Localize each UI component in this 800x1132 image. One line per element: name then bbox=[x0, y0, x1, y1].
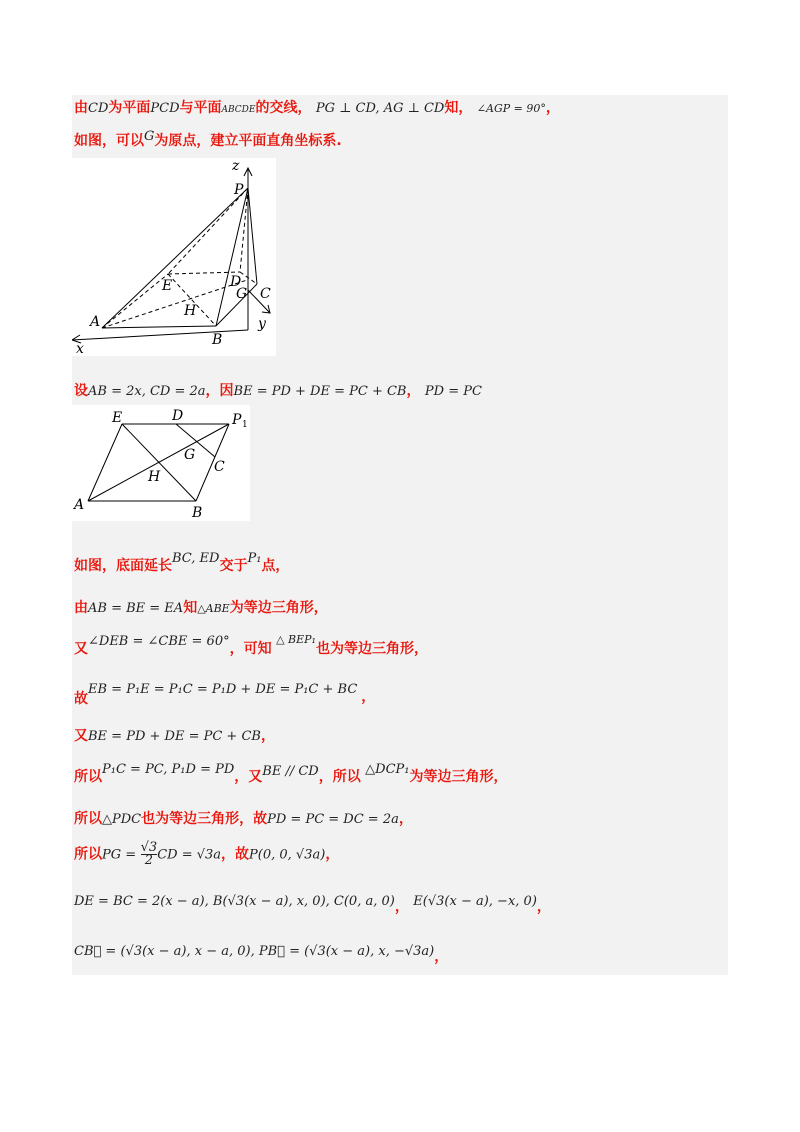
text: ，可知 bbox=[229, 641, 272, 657]
text: ， bbox=[361, 689, 376, 705]
math: P₁ bbox=[247, 551, 262, 566]
text: 交于 bbox=[219, 558, 248, 574]
text: ， bbox=[394, 899, 409, 915]
text: ， bbox=[536, 899, 551, 915]
math: PCD bbox=[150, 101, 180, 116]
text: 故 bbox=[74, 691, 88, 707]
denominator: 2 bbox=[144, 853, 154, 868]
math: PG ⊥ CD, AG ⊥ CD bbox=[315, 101, 445, 116]
text: 如图，底面延长 bbox=[74, 558, 172, 574]
base-figure bbox=[72, 405, 250, 521]
math: EB = P₁E = P₁C = P₁D + DE = P₁C + BC bbox=[88, 682, 358, 697]
label-x: x bbox=[76, 341, 84, 356]
text-line-13 bbox=[74, 940, 449, 965]
text: 又 bbox=[74, 728, 88, 744]
math: AB = BE = EA bbox=[88, 601, 184, 616]
text-line-7 bbox=[74, 678, 376, 705]
text: 点， bbox=[261, 558, 290, 574]
text: 也为等边三角形，故 bbox=[141, 811, 268, 827]
math: PD = PC bbox=[424, 384, 482, 399]
base-diagram bbox=[72, 405, 250, 521]
label-C: C bbox=[260, 286, 271, 302]
math: PG = bbox=[102, 847, 137, 863]
text: 所以 bbox=[74, 769, 102, 785]
text: 为等边三角形， bbox=[409, 769, 508, 785]
edge-PB bbox=[216, 188, 248, 326]
edge-PC bbox=[248, 188, 257, 284]
text-line-6 bbox=[74, 633, 428, 658]
text: 知 bbox=[183, 600, 198, 616]
fraction bbox=[141, 842, 158, 867]
label-E: E bbox=[162, 278, 173, 294]
pyramid-diagram bbox=[72, 158, 276, 356]
text: 为等边三角形， bbox=[229, 600, 328, 616]
edge-AB bbox=[102, 326, 216, 328]
text: 为原点，建立平面直角坐标系. bbox=[154, 133, 342, 149]
pyramid-figure bbox=[72, 158, 276, 356]
label-E: E bbox=[112, 410, 123, 426]
math: BE = PD + DE = PC + CB bbox=[233, 384, 407, 399]
text: ， bbox=[434, 949, 449, 965]
math: BE = PD + DE = PC + CB bbox=[88, 729, 261, 744]
segment-EA bbox=[88, 424, 122, 501]
text-line-2 bbox=[74, 130, 342, 150]
text: 为平面 bbox=[108, 100, 151, 116]
text-line-10 bbox=[74, 808, 413, 828]
math: E(√3(x − a), −x, 0) bbox=[413, 894, 537, 909]
text: 由 bbox=[74, 600, 88, 616]
label-P: P bbox=[234, 182, 244, 198]
math: G bbox=[144, 129, 155, 144]
math: ∠DEB = ∠CBE = 60° bbox=[88, 634, 230, 649]
segment-AP1 bbox=[88, 424, 229, 501]
text: 又 bbox=[74, 641, 88, 657]
text: ， bbox=[325, 846, 340, 863]
math: P₁C = PC, P₁D = PD bbox=[102, 762, 235, 777]
text: ，故 bbox=[221, 846, 250, 863]
text: 如图，可以 bbox=[74, 133, 144, 149]
text-line-12 bbox=[74, 890, 551, 915]
label-G: G bbox=[184, 447, 196, 463]
math: DE = BC = 2(x − a), B(√3(x − a), x, 0), C(0, a, 0) bbox=[74, 894, 395, 909]
label-B: B bbox=[212, 332, 223, 348]
text-line-8 bbox=[74, 725, 275, 745]
math: BE // CD bbox=[262, 764, 319, 779]
text-line-4 bbox=[74, 551, 290, 575]
math: P(0, 0, √3a) bbox=[249, 847, 326, 863]
text: 所以 bbox=[74, 811, 102, 827]
math: △ BEP₁ bbox=[276, 633, 316, 646]
numerator: √3 bbox=[140, 840, 158, 855]
text: 也为等边三角形， bbox=[315, 641, 428, 657]
math: ABCDE bbox=[221, 105, 256, 115]
text: 知， bbox=[444, 100, 473, 116]
text: ， bbox=[545, 100, 560, 116]
text-line-5 bbox=[74, 597, 328, 617]
math: △ABE bbox=[197, 602, 230, 615]
label-A: A bbox=[90, 314, 101, 330]
text-line-11 bbox=[74, 842, 339, 867]
label-y: y bbox=[258, 316, 266, 332]
text: 由 bbox=[74, 100, 88, 116]
text: ， bbox=[398, 811, 413, 827]
edge-AE bbox=[102, 274, 168, 328]
label-D: D bbox=[230, 274, 242, 290]
text-line-3 bbox=[74, 380, 482, 400]
segment-DC bbox=[176, 424, 215, 457]
math: CD bbox=[88, 101, 109, 116]
text: 设 bbox=[74, 383, 88, 399]
text: 的交线， bbox=[255, 100, 312, 116]
segment-AG bbox=[102, 280, 247, 328]
math: ∠AGP = 90° bbox=[476, 102, 546, 115]
math: PD = PC = DC = 2a bbox=[267, 812, 399, 827]
label-G: G bbox=[236, 286, 248, 302]
label-D: D bbox=[172, 408, 184, 424]
text-line-1 bbox=[74, 97, 560, 117]
text: ，又 bbox=[234, 769, 263, 785]
text: ， bbox=[406, 383, 421, 399]
text: ，因 bbox=[205, 383, 234, 399]
edge-PD bbox=[240, 188, 248, 272]
label-C: C bbox=[214, 459, 225, 475]
math: AB = 2x, CD = 2a bbox=[88, 384, 206, 399]
edge-PA bbox=[102, 188, 248, 328]
math: CD = √3a bbox=[157, 847, 222, 863]
text-line-9 bbox=[74, 762, 508, 786]
label-H: H bbox=[184, 303, 197, 319]
text: 所以 bbox=[74, 846, 102, 863]
text: 与平面 bbox=[179, 100, 222, 116]
edge-PE bbox=[168, 188, 248, 274]
label-H: H bbox=[148, 469, 161, 485]
label-P1: P bbox=[232, 412, 242, 428]
math: △DCP₁ bbox=[365, 762, 410, 777]
text: ，所以 bbox=[318, 769, 361, 785]
text: ， bbox=[260, 728, 275, 744]
text-line-7-prefix bbox=[74, 688, 88, 708]
label-B: B bbox=[192, 505, 203, 521]
math: CB⃗ = (√3(x − a), x − a, 0), PB⃗ = (√3(x − a), x, −√3a) bbox=[74, 944, 435, 959]
math: △PDC bbox=[102, 812, 142, 827]
math: BC, ED bbox=[172, 551, 220, 566]
label-z: z bbox=[232, 158, 240, 174]
label-A: A bbox=[74, 497, 85, 513]
label-P1-subscript: 1 bbox=[242, 420, 248, 430]
